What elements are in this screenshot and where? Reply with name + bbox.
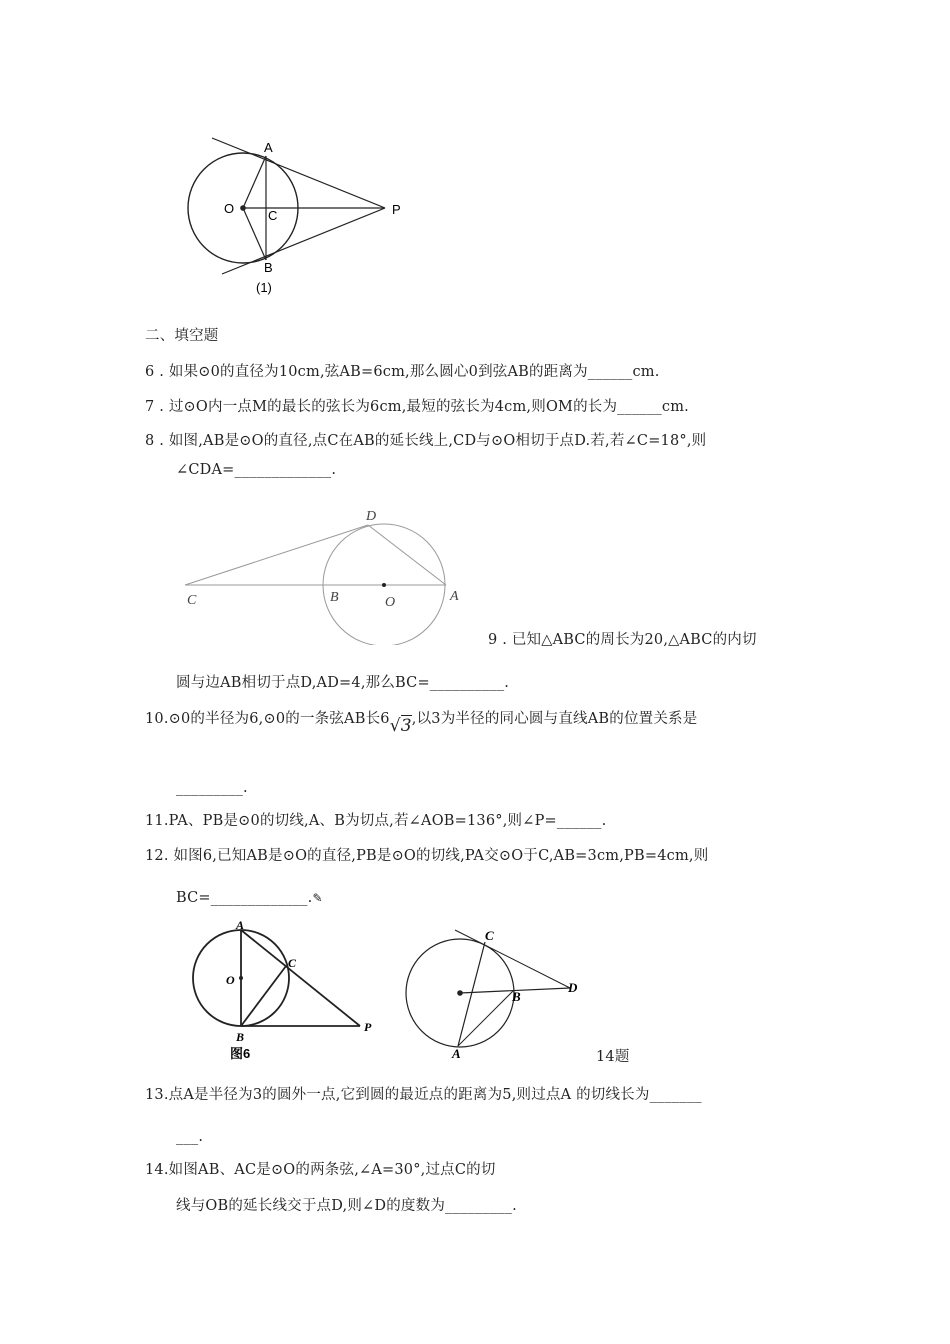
fig14-label-b: B xyxy=(512,989,521,1004)
fig8-label-o: O xyxy=(385,595,396,610)
question-9-line-1: 9 . 已知△ABC的周长为20,△ABC的内切 xyxy=(488,632,757,648)
fig14-label-a: A xyxy=(452,1046,461,1060)
fig1-center-dot xyxy=(240,205,246,211)
fig6-label-c: C xyxy=(288,956,297,970)
question-6: 6 . 如果⊙0的直径为10cm,弦AB=6cm,那么圆心0到弦AB的距离为______cm. xyxy=(145,364,660,380)
fig1-label-p: P xyxy=(392,202,401,217)
fig8-label-c: C xyxy=(187,593,197,608)
fig1-segment-ob xyxy=(243,208,266,260)
figure-14-caption: 14题 xyxy=(596,1049,630,1065)
fig1-tangent-lower xyxy=(222,208,385,274)
q10-sqrt xyxy=(390,716,412,736)
section-title: 二、填空题 xyxy=(145,328,219,344)
question-8-line-1: 8 . 如图,AB是⊙O的直径,点C在AB的延长线上,CD与⊙O相切于点D.若,若∠C=18°,则 xyxy=(145,433,707,449)
fig1-caption: (1) xyxy=(256,280,272,295)
q10-sqrt-radicand: 3 xyxy=(400,716,412,736)
q10-suffix: ,以3为半径的同心圆与直线AB的位置关系是 xyxy=(411,711,698,727)
fig6-label-b: B xyxy=(236,1030,245,1044)
fig8-label-d: D xyxy=(366,509,377,524)
fig8-label-a: A xyxy=(450,589,459,604)
fig6-label-a: A xyxy=(236,918,245,932)
fig1-label-a: A xyxy=(264,140,273,155)
question-9-line-2: 圆与边AB相切于点D,AD=4,那么BC=__________. xyxy=(176,675,510,691)
fig6-caption: 图6 xyxy=(230,1046,251,1061)
fig14-chord-ab xyxy=(458,990,514,1046)
question-10-line-2: _________. xyxy=(176,780,248,796)
fig6-label-o: O xyxy=(226,973,235,987)
q12-line2-text: BC=_____________. xyxy=(176,890,313,906)
decoration-icon: ✎ xyxy=(312,891,323,905)
fig1-label-b: B xyxy=(264,260,273,275)
fig6-secant-ap xyxy=(241,930,360,1026)
question-14-line-2: 线与OB的延长线交于点D,则∠D的度数为_________. xyxy=(176,1198,517,1214)
fig14-label-c: C xyxy=(485,928,494,943)
question-11: 11.PA、PB是⊙0的切线,A、B为切点,若∠AOB=136°,则∠P=______. xyxy=(145,813,607,829)
fig8-label-b: B xyxy=(330,590,339,605)
question-8-line-2: ∠CDA=_____________. xyxy=(176,462,337,478)
q10-prefix: 10.⊙0的半径为6,⊙0的一条弦AB长6 xyxy=(145,711,390,727)
fig8-center-dot xyxy=(382,583,386,587)
fig8-chord-da xyxy=(368,525,446,585)
fig1-label-c: C xyxy=(268,208,278,223)
fig8-tangent-cd xyxy=(185,525,368,585)
fig6-label-p: P xyxy=(364,1020,372,1034)
question-7: 7 . 过⊙O内一点M的最长的弦长为6cm,最短的弦长为4cm,则OM的长为______cm. xyxy=(145,399,689,415)
question-10-line-1 xyxy=(145,708,698,736)
figure-14-diagram xyxy=(400,925,590,1060)
question-12-line-2 xyxy=(176,888,323,908)
fig14-center-dot xyxy=(457,990,463,996)
fig6-chord-bc xyxy=(241,966,286,1026)
question-14-line-1: 14.如图AB、AC是⊙O的两条弦,∠A=30°,过点C的切 xyxy=(145,1162,496,1178)
fig1-segment-oa xyxy=(243,156,266,208)
sqrt-icon: √ xyxy=(389,716,401,736)
fig1-label-o: O xyxy=(224,201,235,216)
figure-6-diagram xyxy=(185,915,385,1065)
figure-1-diagram xyxy=(180,130,420,305)
fig14-label-d: D xyxy=(568,980,578,995)
fig6-center-dot xyxy=(239,976,243,980)
figure-8-diagram xyxy=(180,500,480,645)
fig1-tangent-upper xyxy=(212,138,385,208)
question-13-line-1: 13.点A是半径为3的圆外一点,它到圆的最近点的距离为5,则过点A 的切线长为_______ xyxy=(145,1087,702,1103)
question-13-line-2: ___. xyxy=(176,1129,204,1145)
question-12-line-1: 12. 如图6,已知AB是⊙O的直径,PB是⊙O的切线,PA交⊙O于C,AB=3cm,PB=4cm,则 xyxy=(145,848,709,864)
